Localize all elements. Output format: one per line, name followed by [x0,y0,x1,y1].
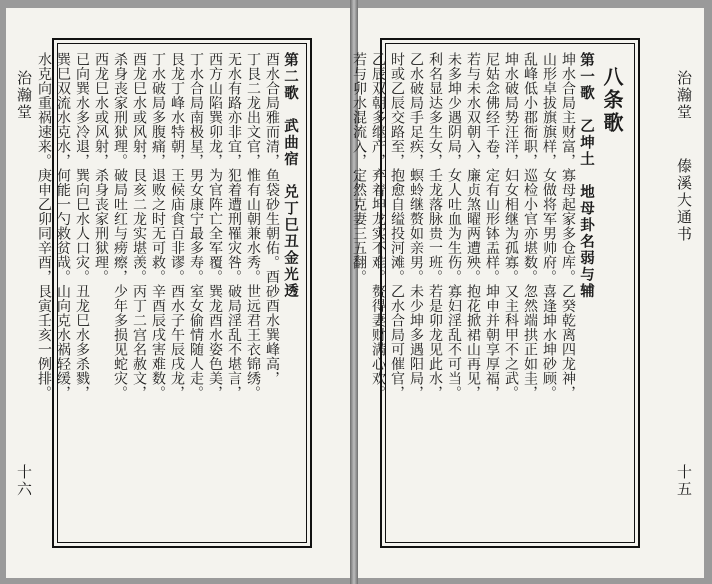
right-column: 若与卯水混流入，定然克妻三五翻。 [351,52,367,284]
right-column: 山形卓拔旗旗样，女做将军男帅府。喜逢坤水坤砂顾。 [541,52,557,400]
right-column: 尼姑念佛经千卷，定有山形钵盂样。坤申并朝享厚福， [484,52,500,400]
left-column: 已向巽水多冷退，巽向巳水人口灾。丑龙巳水多杀戮， [74,52,90,400]
left-page [6,8,350,578]
right-column: 乙辰双朝多继产，弃着坤龙实不难。赘得妻财满心欢。 [370,52,386,400]
left-column: 艮龙丁峰水特朝，王候庙食百非谬。酉水子午辰戌龙， [169,52,185,400]
left-text-columns [36,52,300,534]
right-column: 利名显达多生女，壬龙落脉贵一班。若是卯龙见此水， [427,52,443,400]
left-column: 丁水破局多腹痛，退败之时无可救。辛酉辰戌害难数。 [150,52,166,400]
left-column: 酉水合局雅而清，鱼袋砂生朝佑。酉砂酉水巽峰高， [264,52,280,386]
left-column: 丁艮二龙出文官，惟有山朝兼水秀。世远君王衣锦绣。 [245,52,261,400]
right-page-number: 十五 [675,464,693,498]
left-column: 酉龙巳水或风射，艮亥二龙实堪羡。丙丁二宫名赦文， [131,52,147,400]
chapter-title: 八条歌 [600,66,624,135]
right-column: 时或乙辰交路至，抱愈自缢投河滩。乙水合局可催官， [389,52,405,400]
right-page [351,8,704,578]
right-column: 乱峰低小郡衙职，巡检小官亦堪数。忽然端拱正如圭， [522,52,538,400]
left-section-heading: 第二歌 武曲宿 兑丁巳丑金光透 [282,52,299,300]
right-text-frame [351,38,640,548]
left-column: 西龙巳水或风射，杀身丧家刑狱理。 [93,52,109,284]
left-column: 杀身丧家刑狱理。破局吐红与痨瘵，少年多损见蛇灾。 [112,52,128,400]
right-text-columns [351,52,628,534]
right-book-name: 治瀚堂 [675,70,693,121]
left-page-number: 十六 [15,464,33,498]
right-column: 坤水合局主财富，寡母起家多仓库。乙癸乾离四龙神， [560,52,576,400]
left-column: 巽巳双流水克水，何能一勺救贫哉。山向克水祸轻缓， [55,52,71,400]
right-column: 乙水破局手足疾，螟蛉继赘如亲男。未少坤多遇阳局， [408,52,424,400]
right-book-title: 傣溪大通书 [675,158,693,243]
right-column: 坤水破局势汪洋，妇女相继为孤寡。又主科甲不之武。 [503,52,519,400]
left-column: 丁水合局南极星，男女康宁最多寿。室女偷情随人走。 [188,52,204,400]
left-column: 水克向重祸速来。庚申乙卯同辛酉，艮寅壬亥一例排。 [36,52,52,400]
left-text-frame [36,38,312,548]
left-column: 无水有路亦非宜，犯着遭刑罹灾咎。破局淫乱不堪言， [226,52,242,400]
left-column: 西方山陷巽卯龙，为官阵亡全军覆。巽龙酉水姿色美， [207,52,223,400]
right-section-heading: 第一歌 乙坤土 地母卦名弱与辅 [578,52,595,300]
right-column: 若与未水双朝入，廉贞煞曜两遭殃。抱花掀裙山再见， [465,52,481,400]
right-column: 未多坤少遇阴局，女人吐血为生伤。寡妇淫乱不可当。 [446,52,462,400]
left-book-name: 治瀚堂 [15,70,33,121]
